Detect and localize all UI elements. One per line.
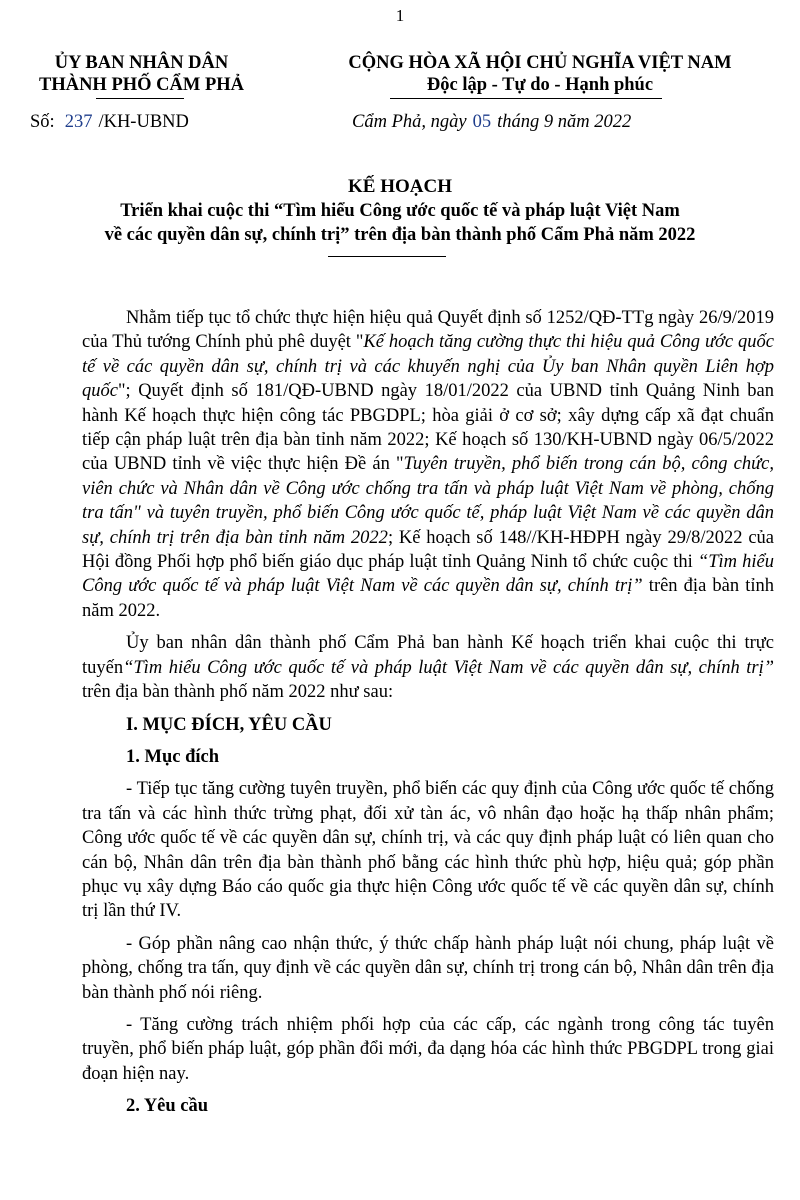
purpose-item-3: - Tăng cường trách nhiệm phối hợp của các cấp, các ngành trong công tác tuyên truyền, phổ biến pháp luật, góp phần đổi mới, đa dạng hóa các hình thức PBGDPL trong giai đoạn hiện nay. [82, 1014, 774, 1084]
document-date [352, 112, 631, 133]
document-subject-line1: Triển khai cuộc thi “Tìm hiểu Công ước quốc tế và pháp luật Việt Nam [120, 201, 680, 221]
subsection-heading-requirements: 2. Yêu cầu [126, 1096, 209, 1117]
motto-subtitle: Độc lập - Tự do - Hạnh phúc [426, 75, 654, 95]
document-number-prefix: Số: [30, 112, 55, 132]
issuing-authority [14, 52, 269, 96]
date-day: 05 [472, 112, 492, 132]
national-title: CỘNG HÒA XÃ HỘI CHỦ NGHĨA VIỆT NAM [348, 53, 732, 73]
page-number: 1 [395, 6, 405, 25]
issuing-authority-line2: THÀNH PHỐ CẨM PHẢ [38, 75, 245, 95]
intro-paragraph-1: Nhằm tiếp tục tổ chức thực hiện hiệu quả Quyết định số 1252/QĐ-TTg ngày 26/9/2019 của Thủ tướng Chính phủ phê duyệt "Kế hoạch tăng cường thực thi hiệu quả Công ước quốc tế về các quyền dân sự, chính trị và các khuyến nghị của Ủy ban Nhân quyền Liên hợp quốc"; Quyết định số 181/QĐ-UBND ngày 18/01/2022 của UBND tỉnh Quảng Ninh ban hành Kế hoạch thực hiện công tác PBGDPL; hòa giải ở cơ sở; xây dựng cấp xã đạt chuẩn tiếp cận pháp luật trên địa bàn tỉnh năm 2022; Kế hoạch số 130/KH-UBND ngày 06/5/2022 của UBND tỉnh về việc thực hiện Đề án "Tuyên truyền, phổ biến trong cán bộ, công chức, viên chức và Nhân dân về Công ước chống tra tấn và pháp luật Việt Nam về phòng, chống tra tấn" và tuyên truyền, phổ biến Công ước quốc tế, pháp luật Việt Nam về các quyền dân sự, chính trị trên địa bàn tỉnh năm 2022; Kế hoạch số 148//KH-HĐPH ngày 29/8/2022 của Hội đồng Phối hợp phổ biến giáo dục pháp luật tỉnh Quảng Ninh tổ chức cuộc thi “Tìm hiểu Công ước quốc tế và pháp luật Việt Nam về các quyền dân sự, chính trị” trên địa bàn tỉnh năm 2022. [82, 308, 775, 621]
document-body [82, 306, 774, 1127]
document-type: KẾ HOẠCH [348, 176, 452, 197]
purpose-item-1: - Tiếp tục tăng cường tuyên truyền, phổ biến các quy định của Công ước quốc tế chống tra tấn và các hình thức trừng phạt, đối xử tàn ác, vô nhân đạo hoặc hạ thấp nhân phẩm; Công ước quốc tế về các quyền dân sự, chính trị, và các quy định pháp luật có liên quan cho cán bộ, Nhân dân trên địa bàn thành phố bằng các hình thức phù hợp, hiệu quả; góp phần phục vụ xây dựng Báo cáo quốc gia thực hiện Công ước quốc tế về các quyền dân sự, chính trị lần thứ IV. [82, 779, 774, 922]
document-title [0, 175, 800, 247]
purpose-item-2: - Góp phần nâng cao nhận thức, ý thức chấp hành pháp luật nói chung, pháp luật về phòng, chống tra tấn, quy định về các quyền dân sự, chính trị trong cán bộ, Nhân dân trên địa bàn thành phố nói riêng. [82, 933, 774, 1003]
section-heading-1: I. MỤC ĐÍCH, YÊU CẦU [126, 714, 332, 735]
subsection-heading-purpose: 1. Mục đích [126, 746, 220, 767]
date-suffix: tháng 9 năm 2022 [497, 112, 632, 132]
document-subject-line2: về các quyền dân sự, chính trị” trên địa bàn thành phố Cẩm Phả năm 2022 [104, 225, 696, 245]
title-underline [328, 256, 446, 257]
document-number-suffix: /KH-UBND [98, 112, 189, 132]
date-prefix: Cẩm Phả, ngày [352, 112, 467, 132]
intro-paragraph-2: Ủy ban nhân dân thành phố Cẩm Phả ban hành Kế hoạch triển khai cuộc thi trực tuyến“Tìm hiểu Công ước quốc tế và pháp luật Việt Nam về các quyền dân sự, chính trị” trên địa bàn thành phố năm 2022 như sau: [82, 633, 774, 703]
document-number-value: 237 [64, 112, 93, 132]
national-motto [290, 52, 790, 96]
motto-underline [390, 98, 662, 99]
authority-underline [96, 98, 184, 99]
issuing-authority-line1: ỦY BAN NHÂN DÂN [54, 53, 229, 73]
document-number [30, 112, 189, 133]
